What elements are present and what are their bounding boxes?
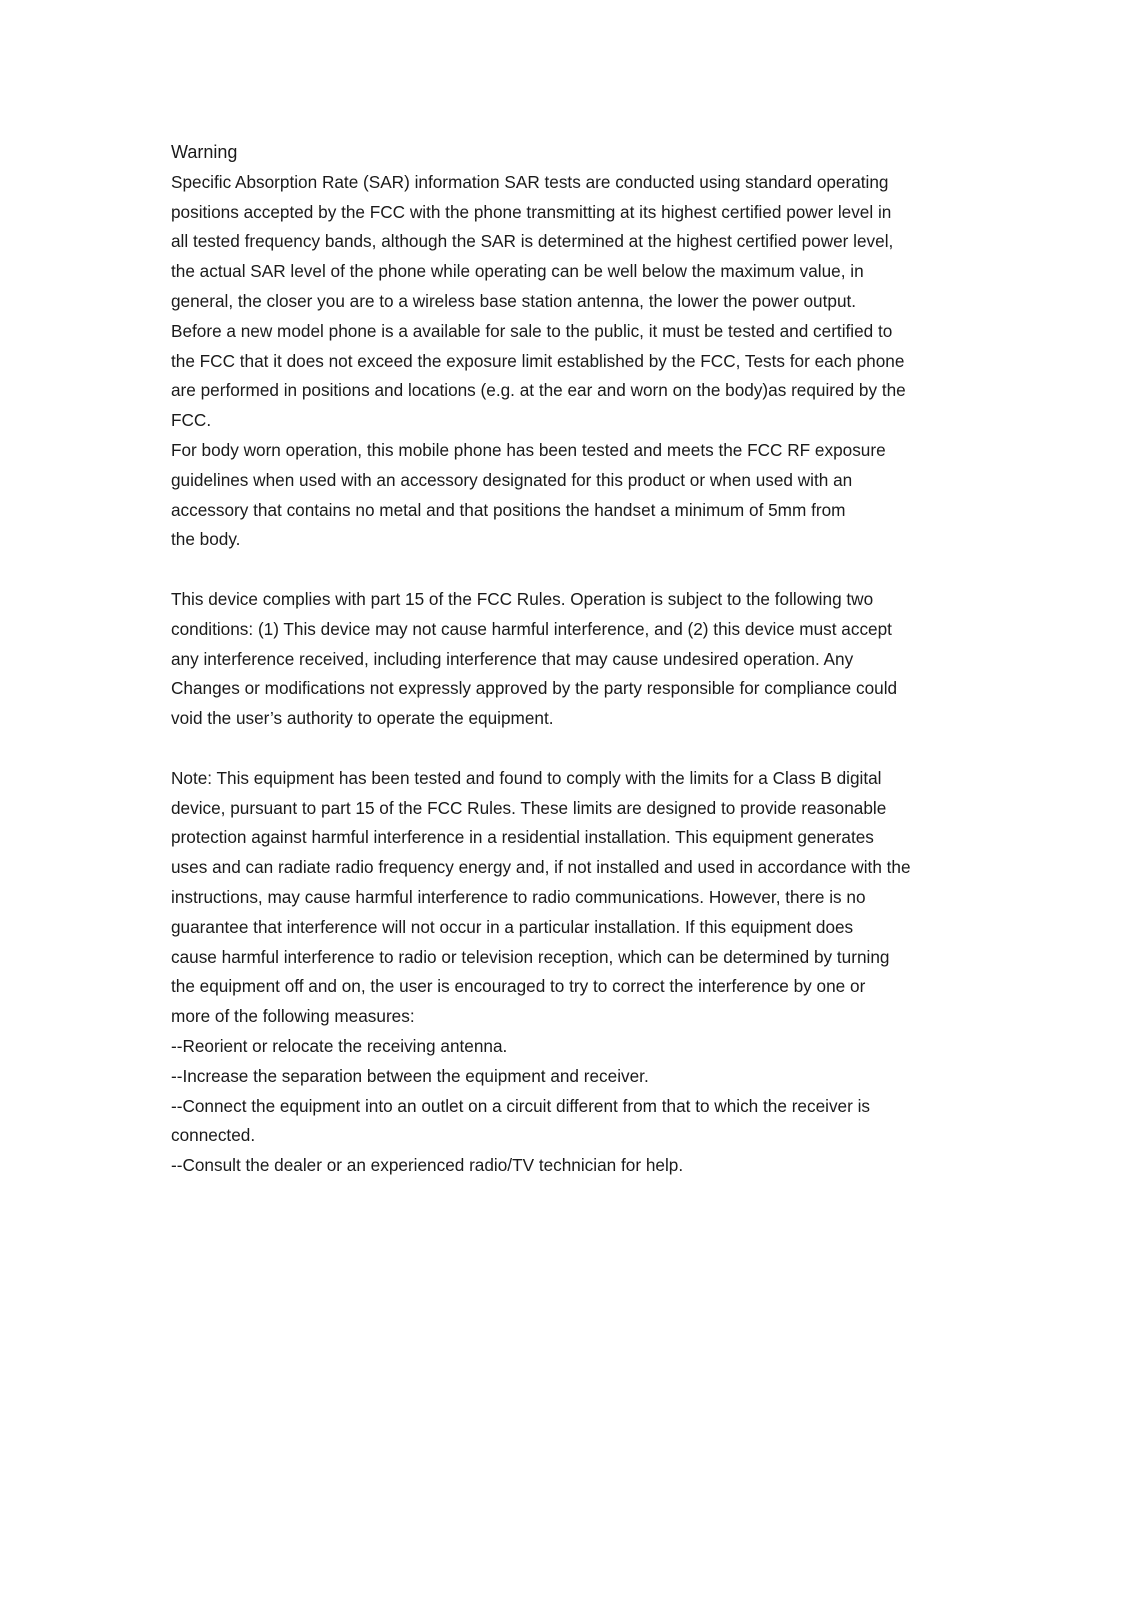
paragraph-spacer: [171, 734, 971, 764]
paragraph-spacer: [171, 555, 971, 585]
sar-line: FCC.: [171, 410, 212, 431]
note-line: protection against harmful interference in a residential installation. This equipment generates: [171, 827, 874, 848]
body-worn-line: guidelines when used with an accessory designated for this product or when used with an: [171, 469, 853, 490]
body-worn-paragraph: [171, 436, 971, 555]
note-paragraph: [171, 764, 971, 1032]
note-line: the equipment off and on, the user is encouraged to try to correct the interference by one or: [171, 976, 866, 997]
note-line: Note: This equipment has been tested and found to comply with the limits for a Class B digital: [171, 767, 882, 788]
part15-line: any interference received, including interference that may cause undesired operation. Any: [171, 648, 854, 669]
body-worn-line: accessory that contains no metal and that positions the handset a minimum of 5mm from: [171, 499, 846, 520]
measure-item: --Increase the separation between the equipment and receiver.: [171, 1065, 649, 1086]
measure-item: --Reorient or relocate the receiving antenna.: [171, 1035, 508, 1056]
sar-line: all tested frequency bands, although the SAR is determined at the highest certified power level,: [171, 231, 894, 252]
body-worn-line: For body worn operation, this mobile phone has been tested and meets the FCC RF exposure: [171, 439, 886, 460]
note-line: device, pursuant to part 15 of the FCC Rules. These limits are designed to provide reasonable: [171, 797, 887, 818]
part15-line: conditions: (1) This device may not cause harmful interference, and (2) this device must accept: [171, 618, 892, 639]
document-body: [171, 138, 971, 1181]
note-line: more of the following measures:: [171, 1006, 415, 1027]
measure-item: connected.: [171, 1125, 256, 1146]
sar-line: Before a new model phone is a available for sale to the public, it must be tested and certified to: [171, 320, 893, 341]
warning-section: [171, 138, 971, 555]
body-worn-line: the body.: [171, 529, 241, 550]
sar-paragraph: [171, 168, 971, 436]
sar-line: the FCC that it does not exceed the exposure limit established by the FCC, Tests for each phone: [171, 350, 905, 371]
sar-line: are performed in positions and locations (e.g. at the ear and worn on the body)as required by the: [171, 380, 906, 401]
note-line: uses and can radiate radio frequency energy and, if not installed and used in accordance with the: [171, 857, 911, 878]
measure-item: --Consult the dealer or an experienced radio/TV technician for help.: [171, 1155, 684, 1176]
sar-line: Specific Absorption Rate (SAR) information SAR tests are conducted using standard operating: [171, 171, 889, 192]
note-line: instructions, may cause harmful interference to radio communications. However, there is no: [171, 886, 866, 907]
part15-line: This device complies with part 15 of the FCC Rules. Operation is subject to the following two: [171, 588, 874, 609]
measures-list: [171, 1032, 971, 1181]
part15-paragraph: [171, 585, 971, 734]
measure-item: --Connect the equipment into an outlet on a circuit different from that to which the receiver is: [171, 1095, 871, 1116]
note-line: guarantee that interference will not occur in a particular installation. If this equipment does: [171, 916, 854, 937]
sar-line: the actual SAR level of the phone while operating can be well below the maximum value, in: [171, 261, 864, 282]
warning-heading: Warning: [171, 142, 238, 162]
sar-line: general, the closer you are to a wireless base station antenna, the lower the power output.: [171, 290, 857, 311]
note-line: cause harmful interference to radio or television reception, which can be determined by turning: [171, 946, 890, 967]
part15-line: Changes or modifications not expressly approved by the party responsible for compliance could: [171, 678, 898, 699]
sar-line: positions accepted by the FCC with the phone transmitting at its highest certified power level in: [171, 201, 892, 222]
part15-line: void the user’s authority to operate the equipment.: [171, 708, 554, 729]
